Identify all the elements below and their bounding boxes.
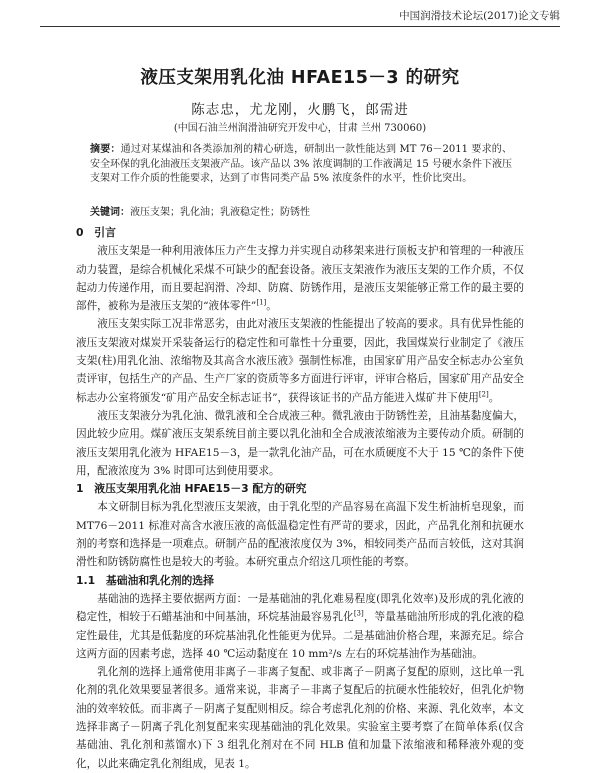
abstract-label: 摘要： (90, 144, 121, 155)
citation-ref: [1] (256, 298, 267, 307)
paragraph (76, 315, 524, 406)
paragraph (76, 590, 524, 663)
paper-body (76, 224, 524, 773)
paragraph-text: 。 (266, 300, 277, 313)
author-list: 陈志忠，尤龙刚，火鹏飞，郎需进 (191, 102, 409, 118)
paragraph: 本文研制目标为乳化型液压支架液，由于乳化型的产品容易在高温下发生析油析皂现象，而 MT76－2011 标准对高含水液压液的高低温稳定性有严苛的要求，因此，产品乳化剂和抗硬水剂的考察和选择是一项难点。研制产品的配液浓度仅为 3%，相较同类产品而言较低，这对其润滑性和防锈防腐性也是较大的考验。本研究重点介绍这几项性能的考察。 (76, 501, 524, 569)
paragraph-text: 液压支架是一种利用液体压力产生支撑力并实现自动移架来进行顶板支护和管理的一种液压动力装置，是综合机械化采煤不可缺少的配套设备。液压支架液作为液压支架的工作介质，不仅起动力传递作用，而且要起润滑、冷却、防腐、防锈作用，是液压支架能够正常工作的最主要的部件，被称为是液压支架的“液体零件” (76, 245, 524, 313)
keywords (90, 203, 512, 218)
citation-ref: [2] (478, 390, 489, 399)
paragraph: 乳化剂的选择上通常使用非离子－非离子复配、或非离子－阴离子复配的原则，这比单一乳化剂的乳化效果要显著很多。通常来说，非离子－非离子复配后的抗硬水性能较好，但乳化炉物油的效率较低。而非离子－阴离子复配则相反。综合考虑乳化剂的价格、来源、乳化效率，本文选择非离子－阴离子乳化剂复配来实现基础油的乳化效果。实验室主要考察了在简单体系(仅含基础油、乳化剂和蒸馏水)下 3 组乳化剂对在不同 HLB 值和加量下浓缩液和稀释液外观的变化，以此来确定乳化剂组成，见表 1。 (76, 666, 524, 770)
keywords-text: 液压支架；乳化油；乳液稳定性；防锈性 (130, 207, 310, 218)
paragraph-text: ，等量基础油所形成的乳化液的稳定性最佳，尤其是低黏度的环烷基油乳化性能更为优异。二是基础油价格合理，来源充足。综合这两方面的因素考虑，选择 40 ℃运动黏度在 10 mm²/s 左右的环烷基油作为基础油。 (76, 611, 525, 660)
running-header: 中国润滑技术论坛(2017)论文专辑 (399, 10, 560, 22)
paper-title: 液压支架用乳化油 HFAE15－3 的研究 (140, 68, 460, 88)
paragraph-text: 基础油的选择主要依据两方面：一是基础油的乳化难易程度(即乳化效率)及形成的乳化液的稳定性，相较于石蜡基油和中间基油，环烷基油最容易乳化 (76, 592, 524, 624)
abstract (90, 143, 512, 187)
section-heading-introduction: 0 引言 (76, 226, 116, 239)
paragraph-text: 液压支架实际工况非常恶劣，由此对液压支架液的性能提出了较高的要求。具有优异性能的液压支架液对煤炭开采装备运行的稳定性和可靠性十分重要，因此，我国煤炭行业制定了《液压支架(柱)用乳化油、浓缩物及其高含水液压液》强制性标准，由国家矿用产品安全标志办公室负责评审，包括生产的产品、生产厂家的资质等多方面进行评审，评审合格后，国家矿用产品安全标志办公室将颁发“矿用产品安全标志证书”，获得该证书的产品方能进入煤矿井下使用 (76, 318, 524, 404)
abstract-text: 通过对某煤油和各类添加剂的精心研选，研制出一款性能达到 MT 76－2011 要求的、安全环保的乳化油液压支架液产品。该产品以 3% 浓度调制的工作液满足 15 号硬水条件下液压支架对工作介质的性能要求，达到了市售同类产品 5% 浓度条件的水平，性价比突出。 (90, 144, 513, 184)
citation-ref: [3] (353, 609, 364, 618)
section-heading-formulation: 1 液压支架用乳化油 HFAE15－3 配方的研究 (76, 482, 307, 496)
paragraph-text: 。 (488, 391, 500, 404)
header-rule (40, 26, 560, 27)
keywords-label: 关键词： (90, 207, 130, 218)
subsection-heading-base-oil: 1.1 基础油和乳化剂的选择 (76, 573, 214, 587)
paragraph: 液压支架液分为乳化油、微乳液和全合成液三种。微乳液由于防锈性差，且油基黏度偏大，因此较少应用。煤矿液压支架系统目前主要以乳化油和全合成液浓缩液为主要传动介质。研制的液压支架用乳化液为 HFAE15－3，是一款乳化油产品，可在水质硬度不大于 15 ℃的条件下使用，配液浓度为 3% 时即可达到使用要求。 (76, 409, 524, 477)
affiliation: (中国石油兰州润滑油研究开发中心，甘肃 兰州 730060) (173, 123, 427, 134)
paragraph (76, 242, 524, 315)
